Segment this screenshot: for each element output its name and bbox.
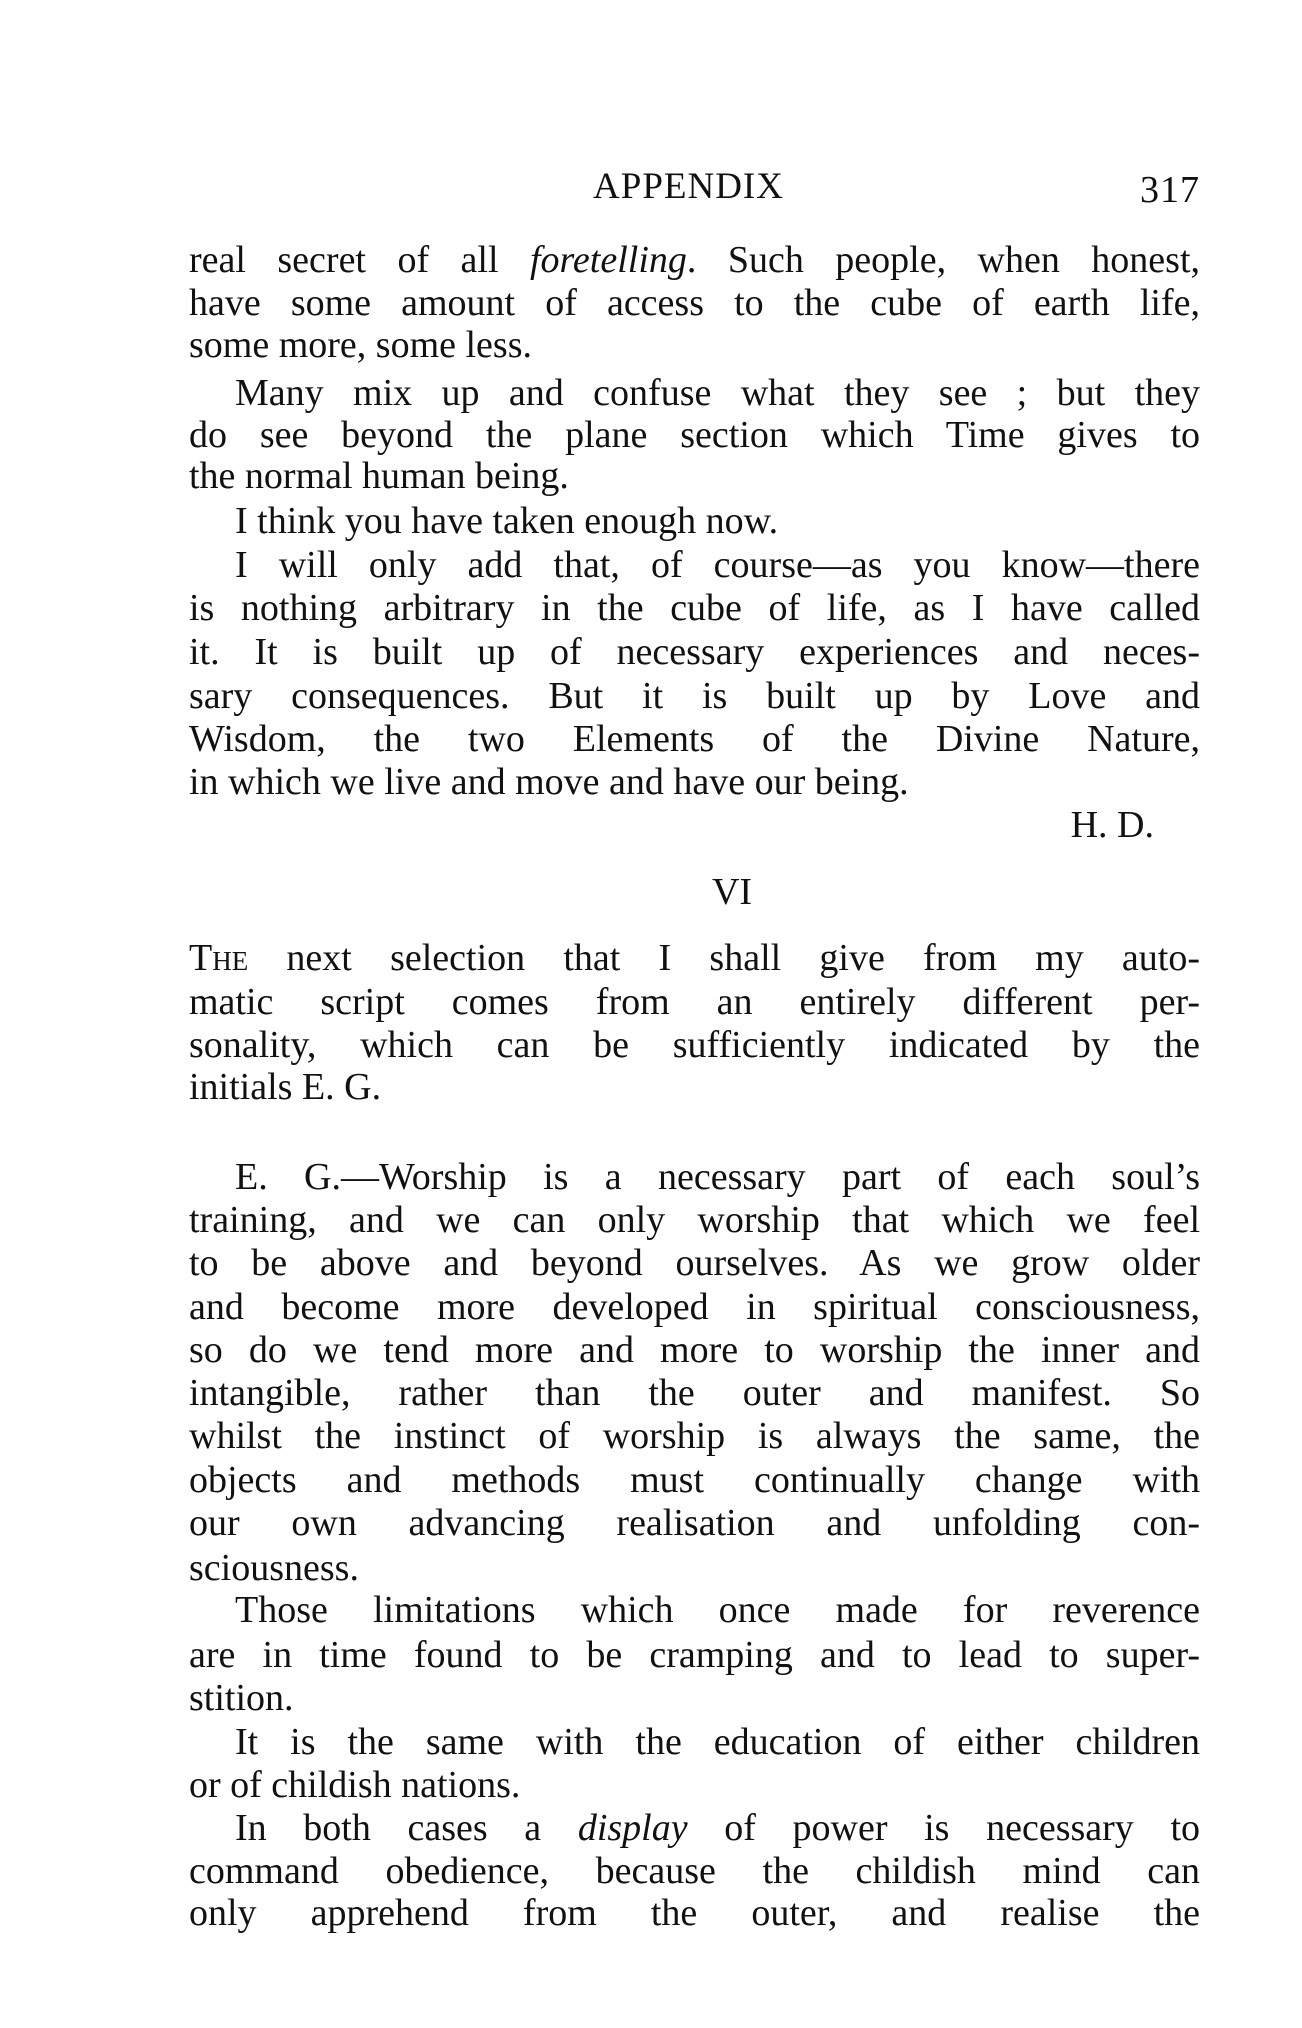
- text-line: [189, 674, 1200, 718]
- text-segment: objects and methods must continually change with: [189, 1459, 1200, 1502]
- text-segment: It is the same with the education of either children: [235, 1720, 1200, 1763]
- text-segment: initials E. G.: [189, 1066, 382, 1109]
- text-line: [189, 630, 1200, 674]
- text-segment: our own advancing realisation and unfolding con-: [189, 1502, 1200, 1545]
- text-segment: training, and we can only worship that which we feel: [189, 1198, 1200, 1241]
- small-caps-text: The: [189, 937, 249, 980]
- running-head: APPENDIX: [593, 166, 784, 207]
- text-segment: I think you have taken enough now.: [235, 499, 779, 542]
- text-line: [189, 1285, 1200, 1329]
- text-line: [189, 1065, 1200, 1109]
- text-segment: . Such people, when honest,: [686, 239, 1200, 282]
- text-line: [189, 1023, 1200, 1067]
- text-line: [189, 238, 1200, 282]
- text-line: [189, 1414, 1200, 1458]
- text-segment: intangible, rather than the outer and manifest. So: [189, 1372, 1200, 1415]
- text-line: [235, 543, 1200, 587]
- italic-text: display: [577, 1806, 688, 1849]
- text-segment: Wisdom, the two Elements of the Divine Nature,: [189, 718, 1200, 761]
- text-segment: sonality, which can be sufficiently indicated by the: [189, 1024, 1200, 1067]
- signature-initials: [189, 803, 1154, 847]
- text-segment: Those limitations which once made for reverence: [235, 1589, 1200, 1632]
- text-segment: of power is necessary to: [687, 1806, 1200, 1849]
- text-segment: it. It is built up of necessary experiences and neces-: [189, 631, 1200, 674]
- text-line: [189, 1198, 1200, 1242]
- text-line: [235, 1155, 1200, 1199]
- text-line: [189, 1676, 1200, 1720]
- text-segment: E. G.—Worship is a necessary part of each soul’s: [235, 1155, 1200, 1198]
- text-segment: have some amount of access to the cube of earth life,: [189, 282, 1200, 325]
- text-segment: do see beyond the plane section which Time gives to: [189, 413, 1200, 456]
- text-line: [235, 371, 1200, 415]
- text-segment: to be above and beyond ourselves. As we grow older: [189, 1241, 1200, 1284]
- text-segment: Many mix up and confuse what they see ; but they: [235, 372, 1200, 415]
- text-segment: or of childish nations.: [189, 1763, 521, 1806]
- text-segment: command obedience, because the childish mind can: [189, 1849, 1200, 1892]
- text-line: [189, 1546, 1200, 1590]
- text-line: [189, 1633, 1200, 1677]
- text-line: [189, 760, 1200, 804]
- text-line: [235, 1588, 1200, 1632]
- text-segment: In both cases a: [235, 1806, 578, 1849]
- text-line: [189, 1763, 1200, 1807]
- text-line: [189, 1328, 1200, 1372]
- page-number: 317: [1140, 169, 1200, 211]
- text-segment: H. D.: [1070, 804, 1154, 847]
- text-line: [189, 1458, 1200, 1502]
- text-segment: I will only add that, of course—as you know—there: [235, 543, 1200, 586]
- italic-text: foretelling: [529, 239, 687, 282]
- text-line: [189, 281, 1200, 325]
- text-segment: only apprehend from the outer, and realise the: [189, 1891, 1200, 1934]
- text-segment: next selection that I shall give from my auto-: [248, 937, 1200, 980]
- text-line: [189, 413, 1200, 457]
- text-line: [189, 1849, 1200, 1893]
- text-segment: and become more developed in spiritual consciousness,: [189, 1286, 1200, 1329]
- text-line: [189, 323, 1200, 367]
- text-segment: matic script comes from an entirely different per-: [189, 981, 1200, 1024]
- text-line: [189, 1501, 1200, 1545]
- text-segment: so do we tend more and more to worship the inner and: [189, 1329, 1200, 1372]
- text-line: [189, 586, 1200, 630]
- text-line: [235, 1806, 1200, 1850]
- text-line: [235, 499, 1200, 543]
- text-line: [189, 454, 1200, 498]
- text-segment: the normal human being.: [189, 455, 569, 498]
- section-heading: [189, 870, 1200, 914]
- text-segment: are in time found to be cramping and to lead to super-: [189, 1633, 1200, 1676]
- text-segment: sciousness.: [189, 1546, 359, 1589]
- text-line: [189, 980, 1200, 1024]
- text-line: [189, 936, 1200, 980]
- text-line: [189, 1241, 1200, 1285]
- text-segment: is nothing arbitrary in the cube of life, as I have called: [189, 586, 1200, 629]
- text-line: [235, 1720, 1200, 1764]
- text-segment: stition.: [189, 1676, 294, 1719]
- text-line: [189, 1371, 1200, 1415]
- text-segment: whilst the instinct of worship is always the same, the: [189, 1415, 1200, 1457]
- text-segment: real secret of all: [189, 239, 530, 282]
- text-segment: sary consequences. But it is built up by Love and: [189, 675, 1200, 718]
- text-line: [189, 717, 1200, 761]
- text-segment: some more, some less.: [189, 323, 533, 366]
- text-segment: in which we live and move and have our being.: [189, 761, 909, 804]
- text-line: [189, 1891, 1200, 1935]
- text-segment: VI: [711, 870, 753, 913]
